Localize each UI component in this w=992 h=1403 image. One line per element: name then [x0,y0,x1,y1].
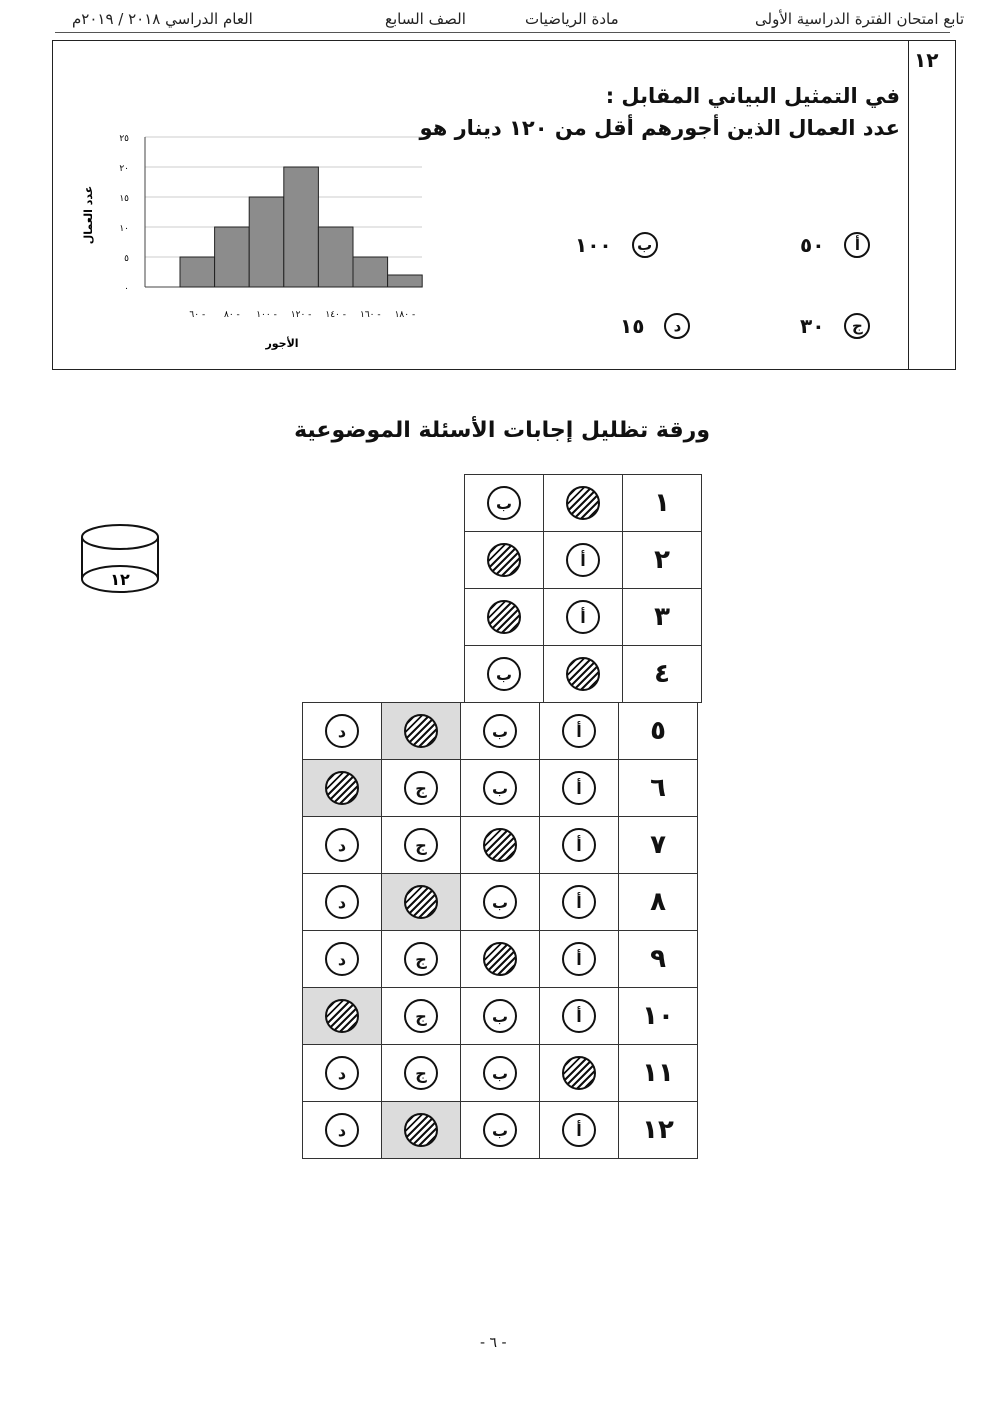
answer-question-number: ٨ [619,874,698,931]
answer-bubble[interactable]: د [325,714,359,748]
option-c-letter: ج [844,313,870,339]
answer-cell [461,760,540,817]
x-tick-label: ٦٠ - [189,310,206,320]
answer-bubble[interactable] [566,486,600,520]
answer-cell [544,589,623,646]
answer-question-number: ١٢ [619,1102,698,1159]
answer-bubble[interactable]: أ [562,828,596,862]
answer-bubble[interactable] [404,885,438,919]
answer-cell [540,931,619,988]
answer-question-number: ٥ [619,703,698,760]
answer-bubble[interactable] [483,828,517,862]
answer-cell [461,1102,540,1159]
x-axis-title: الأجور [265,337,299,350]
y-tick-label: ١٥ [119,194,129,204]
answer-question-number: ١١ [619,1045,698,1102]
answer-question-number: ٦ [619,760,698,817]
answer-cell [465,475,544,532]
answer-bubble[interactable]: د [325,1113,359,1147]
answer-question-number: ٧ [619,817,698,874]
answer-bubble[interactable]: أ [562,885,596,919]
answer-bubble[interactable]: ب [483,885,517,919]
answer-cell [382,1045,461,1102]
answer-row [303,760,698,817]
answer-bubble[interactable] [325,999,359,1033]
histogram-bar [353,257,388,287]
option-d-letter: د [664,313,690,339]
header-rule [55,32,950,33]
wages-histogram [70,125,440,355]
answer-cell [540,1102,619,1159]
answer-cell [465,646,544,703]
answer-bubble[interactable]: أ [566,600,600,634]
answer-bubble[interactable]: ب [487,657,521,691]
answer-cell [461,988,540,1045]
histogram-bar [318,227,353,287]
histogram-bar [180,257,215,287]
histogram-bar [284,167,319,287]
answer-row [465,589,702,646]
answer-bubble[interactable]: ب [483,714,517,748]
answer-bubble[interactable]: أ [562,1113,596,1147]
y-tick-label: ٥ [124,254,129,264]
answer-cell [303,1102,382,1159]
answer-cell [382,760,461,817]
answer-cell [303,988,382,1045]
answer-bubble[interactable]: أ [566,543,600,577]
answer-question-number: ١٠ [619,988,698,1045]
answer-cell [540,1045,619,1102]
answer-row [303,1102,698,1159]
answer-bubble[interactable]: د [325,942,359,976]
page-number: - ٦ - [480,1335,507,1351]
answer-cell [544,532,623,589]
header-exam: تابع امتحان الفترة الدراسية الأولى [755,10,965,28]
answer-cell [544,646,623,703]
answer-row [465,532,702,589]
answer-bubble[interactable]: أ [562,714,596,748]
answer-bubble[interactable] [487,543,521,577]
option-a[interactable] [800,232,870,258]
histogram-bar [249,197,284,287]
answer-sheet-title: ورقة تظليل إجابات الأسئلة الموضوعية [294,418,710,443]
question-number: ١٢ [914,48,939,72]
x-tick-label: ٨٠ - [224,310,240,320]
answer-bubble[interactable]: ب [483,1056,517,1090]
answer-bubble[interactable] [562,1056,596,1090]
badge-number: ١٢ [110,570,130,589]
x-tick-label: ١٢٠ - [290,310,312,320]
question-line-1: في التمثيل البياني المقابل : [605,84,900,108]
y-tick-label: ٠ [124,284,129,294]
answer-bubble[interactable]: د [325,828,359,862]
answer-bubble[interactable]: د [325,1056,359,1090]
answer-cell [382,703,461,760]
answer-cell [303,1045,382,1102]
answer-cell [382,874,461,931]
option-d[interactable] [620,313,690,339]
answer-cell [382,817,461,874]
answer-cell [461,817,540,874]
x-tick-label: ١٨٠ - [394,310,416,320]
y-tick-label: ٢٥ [119,134,129,144]
option-a-value: ٥٠ [800,233,825,257]
y-tick-label: ٢٠ [119,164,129,174]
answer-cell [540,760,619,817]
answer-bubble[interactable] [404,714,438,748]
answer-bubble[interactable]: ج [404,771,438,805]
answer-bubble[interactable]: ج [404,1056,438,1090]
answer-cell [461,931,540,988]
answer-row [303,931,698,988]
answer-bubble[interactable]: ج [404,828,438,862]
y-tick-label: ١٠ [119,224,129,234]
answer-row [465,475,702,532]
answer-row [465,646,702,703]
option-b-value: ١٠٠ [575,233,612,257]
question-line-2: عدد العمال الذين أجورهم أقل من ١٢٠ دينار هو [419,116,900,140]
answer-bubble[interactable]: ج [404,942,438,976]
answer-bubble[interactable]: د [325,885,359,919]
answer-cell [540,817,619,874]
answer-question-number: ٩ [619,931,698,988]
answer-cell [544,475,623,532]
answer-row [303,703,698,760]
answer-question-number: ٤ [623,646,702,703]
answer-row [303,817,698,874]
answer-row [303,874,698,931]
question-count-badge [80,523,160,595]
answer-bubble[interactable] [566,657,600,691]
answer-cell [540,874,619,931]
answer-cell [461,703,540,760]
answer-cell [303,760,382,817]
option-c[interactable] [800,313,870,339]
answer-grid-full [302,702,698,1159]
answer-bubble[interactable]: ب [483,1113,517,1147]
answer-bubble[interactable] [404,1113,438,1147]
y-axis-title: عدد العمال [82,185,95,245]
answer-cell [461,874,540,931]
answer-bubble[interactable]: ب [483,771,517,805]
x-tick-label: ١٤٠ - [325,310,347,320]
option-c-value: ٣٠ [800,314,825,338]
answer-grid-short [464,474,702,703]
option-a-letter: أ [844,232,870,258]
answer-row [303,988,698,1045]
answer-bubble[interactable]: أ [562,999,596,1033]
option-b[interactable] [575,232,658,258]
answer-cell [382,988,461,1045]
answer-bubble[interactable] [487,600,521,634]
answer-cell [303,817,382,874]
answer-bubble[interactable] [483,942,517,976]
answer-cell [540,703,619,760]
answer-row [303,1045,698,1102]
question-number-divider [908,40,909,370]
header-subject: مادة الرياضيات [525,10,619,28]
x-tick-label: ١٦٠ - [359,310,381,320]
answer-cell [465,532,544,589]
answer-bubble[interactable] [325,771,359,805]
answer-cell [303,931,382,988]
answer-cell [540,988,619,1045]
header-year: العام الدراسي ٢٠١٨ / ٢٠١٩م [72,10,253,28]
histogram-bar [215,227,250,287]
answer-question-number: ٢ [623,532,702,589]
option-b-letter: ب [632,232,658,258]
answer-bubble[interactable]: ج [404,999,438,1033]
answer-cell [382,1102,461,1159]
answer-cell [382,931,461,988]
answer-cell [465,589,544,646]
answer-question-number: ١ [623,475,702,532]
answer-question-number: ٣ [623,589,702,646]
histogram-bar [388,275,423,287]
answer-bubble[interactable]: أ [562,942,596,976]
header-grade: الصف السابع [385,10,466,28]
x-tick-label: ١٠٠ - [256,310,277,320]
answer-cell [303,703,382,760]
answer-cell [461,1045,540,1102]
option-d-value: ١٥ [620,314,645,338]
answer-bubble[interactable]: ب [487,486,521,520]
answer-cell [303,874,382,931]
answer-bubble[interactable]: ب [483,999,517,1033]
answer-bubble[interactable]: أ [562,771,596,805]
